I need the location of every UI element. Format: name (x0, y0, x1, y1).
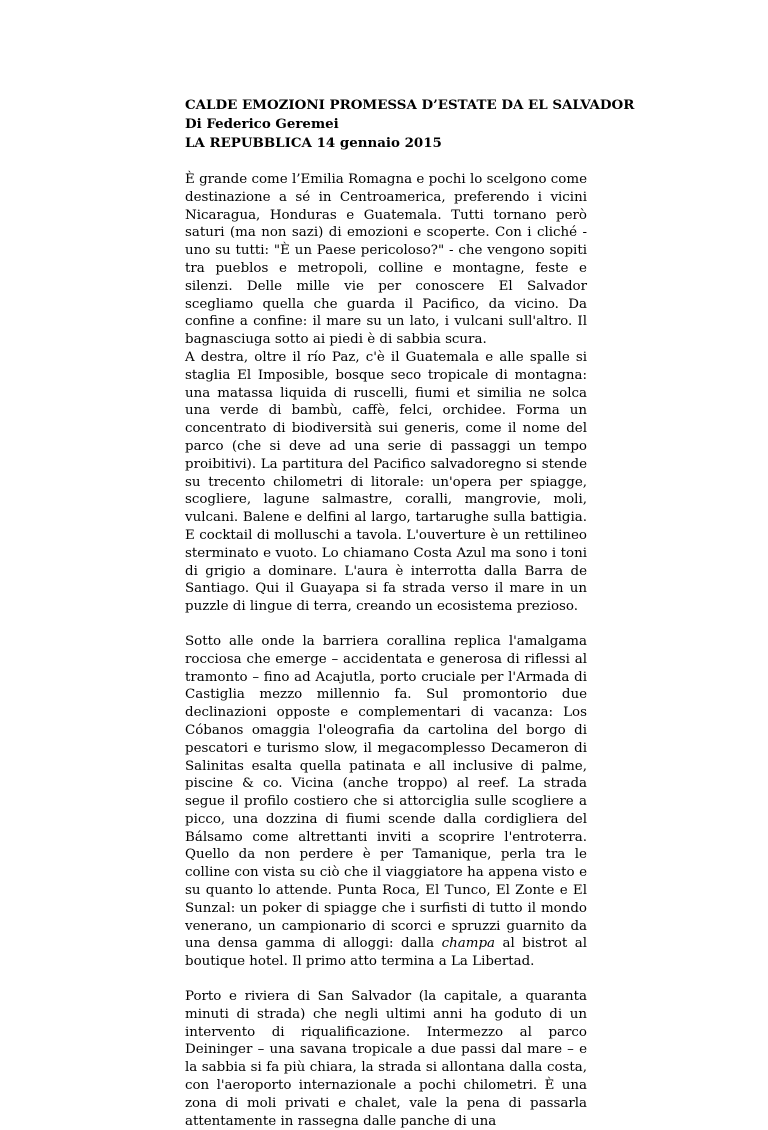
paragraph-3-italic-word: champa (441, 936, 496, 952)
document-page (185, 96, 635, 1130)
paragraph-2: A destra, oltre il río Paz, c'è il Guatemala e alle spalle si staglia El Imposible, bosque seco tropicale di montagna: una matassa liquida di ruscelli, fiumi et similia ne solca una verde di bambù, caffè, felci, orchidee. Forma un concentrato di biodiversità sui generis, come il nome del parco (che si deve ad una serie di passaggi un tempo proibitivi). La partitura del Pacifico salvadoregno si stende su trecento chilometri di litorale: un'opera per spiagge, scogliere, lagune salmastre, coralli, mangrovie, moli, vulcani. Balene e delfini al largo, tartarughe sulla battigia. E cocktail di molluschi a tavola. L'ouverture è un rettilineo sterminato e vuoto. Lo chiamano Costa Azul ma sono i toni di grigio a dominare. L'aura è interrotta dalla Barra de Santiago. Qui il Guayapa si fa strada verso il mare in un puzzle di lingue di terra, creando un ecosistema prezioso. (185, 349, 587, 615)
paragraph-3-text-b: al bistrot al boutique hotel. Il primo atto termina a La Libertad. (185, 936, 587, 970)
article-header (185, 96, 635, 153)
paragraph-1: È grande come l’Emilia Romagna e pochi lo scelgono come destinazione a sé in Centroamerica, preferendo i vicini Nicaragua, Honduras e Guatemala. Tutti tornano però saturi (ma non sazi) di emozioni e scoperte. Con i cliché - uno su tutti: "È un Paese pericoloso?" - che vengono sopiti tra pueblos e metropoli, colline e montagne, feste e silenzi. Delle mille vie per conoscere El Salvador scegliamo quella che guarda il Pacifico, da vicino. Da confine a confine: il mare su un lato, i vulcani sull'altro. Il bagnasciuga sotto ai piedi è di sabbia scura. (185, 172, 587, 348)
article-author: Di Federico Geremei (185, 116, 339, 132)
paragraph-3 (185, 633, 587, 971)
article-source: LA REPUBBLICA 14 gennaio 2015 (185, 135, 442, 151)
paragraph-3-text-a: Sotto alle onde la barriera corallina replica l'amalgama rocciosa che emerge – accidentata e generosa di riflessi al tramonto – fino ad Acajutla, porto cruciale per l'Armada di Castiglia mezzo millennio fa. Sul promontorio due declinazioni opposte e complementari di vacanza: Los Cóbanos omaggia l'oleografia da cartolina del borgo di pescatori e turismo slow, il megacomplesso Decameron di Salinitas esalta quella patinata e all inclusive di palme, piscine & co. Vicina (anche troppo) al reef. La strada segue il profilo costiero che si attorciglia sulle scogliere a picco, una dozzina di fiumi scende dalla cordigliera del Bálsamo come altrettanti inviti a scoprire l'entroterra. Quello da non perdere è per Tamanique, perla tra le colline con vista su ciò che il viaggiatore ha appena visto e su quanto lo attende. Punta Roca, El Tunco, El Zonte e El Sunzal: un poker di spiagge che i surfisti di tutto il mondo venerano, un campionario di scorci e spruzzi guarnito da una densa gamma di alloggi: dalla (185, 633, 587, 952)
paragraph-4: Porto e riviera di San Salvador (la capitale, a quaranta minuti di strada) che negli ultimi anni ha goduto di un intervento di riqualificazione. Intermezzo al parco Deininger – una savana tropicale a due passi dal mare – e la sabbia si fa più chiara, la strada si allontana dalla costa, con l'aeroporto internazionale a pochi chilometri. È una zona di moli privati e chalet, vale la pena di passarla attentamente in rassegna dalle panche di una (185, 989, 587, 1129)
article-title: CALDE EMOZIONI PROMESSA D’ESTATE DA EL SALVADOR (185, 97, 635, 113)
